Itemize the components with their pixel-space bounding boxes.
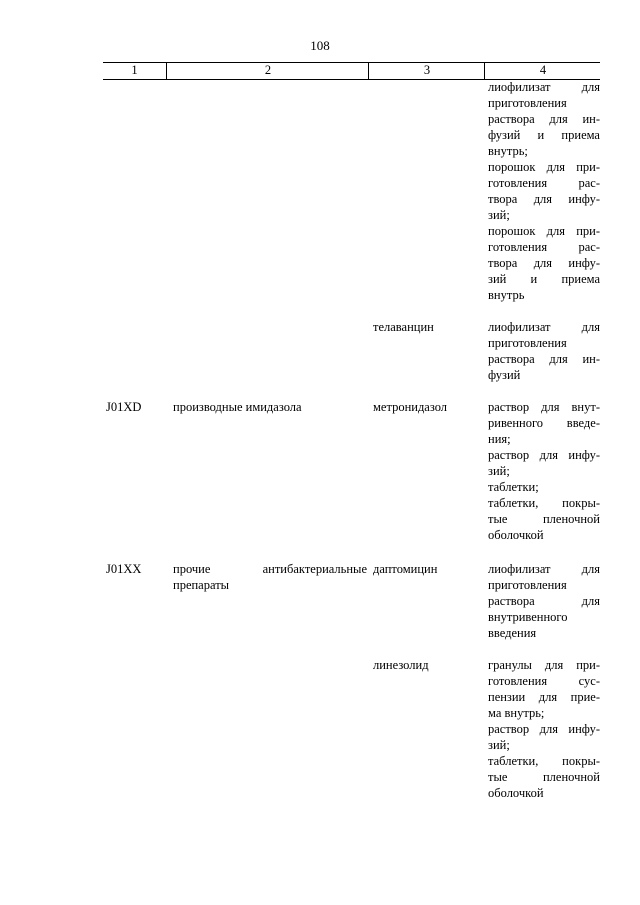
dosage-form-line: зий;: [488, 464, 510, 478]
dosage-forms: [488, 399, 600, 543]
dosage-form-line: внутривенного: [488, 610, 568, 624]
group-name: производные имидазола: [173, 400, 302, 414]
dosage-form-line: пензии для прие-: [488, 690, 600, 704]
header-col-3: 3: [368, 63, 485, 79]
dosage-form-line: порошок для при-: [488, 224, 600, 238]
dosage-form-line: оболочкой: [488, 786, 544, 800]
dosage-form-line: твора для инфу-: [488, 256, 600, 270]
atc-code: J01XD: [106, 400, 142, 414]
dosage-form-line: зий;: [488, 208, 510, 222]
dosage-form-line: фузий и приема: [488, 128, 600, 142]
dosage-form-line: тые пленочной: [488, 770, 600, 784]
header-col-1: 1: [131, 63, 138, 77]
inn-name: [373, 79, 483, 95]
dosage-form-line: таблетки, покры-: [488, 496, 600, 510]
dosage-form-line: раствор для инфу-: [488, 448, 600, 462]
dosage-form-line: зий и приема: [488, 272, 600, 286]
dosage-forms: [488, 319, 600, 383]
atc-code: [106, 657, 166, 673]
page-number: 108: [310, 38, 330, 53]
dosage-form-line: приготовления: [488, 336, 567, 350]
dosage-forms: [488, 561, 600, 641]
dosage-form-line: зий;: [488, 738, 510, 752]
atc-code: [106, 79, 166, 95]
dosage-form-line: ма внутрь;: [488, 706, 545, 720]
dosage-form-line: таблетки, покры-: [488, 754, 600, 768]
header-col-4: 4: [484, 63, 601, 79]
dosage-form-line: готовления рас-: [488, 240, 600, 254]
group-name-line: препараты: [173, 578, 230, 592]
group-name: [173, 561, 367, 593]
dosage-form-line: твора для инфу-: [488, 192, 600, 206]
dosage-form-line: раствор для внут-: [488, 400, 600, 414]
dosage-form-line: раствор для инфу-: [488, 722, 600, 736]
dosage-form-line: готовления сус-: [488, 674, 600, 688]
dosage-form-line: приготовления: [488, 96, 567, 110]
inn-name: даптомицин: [373, 562, 438, 576]
table-header: [103, 62, 600, 80]
dosage-form-line: внутрь;: [488, 144, 528, 158]
dosage-form-line: порошок для при-: [488, 160, 600, 174]
dosage-forms: [488, 657, 600, 801]
dosage-form-line: лиофилизат для: [488, 80, 600, 94]
dosage-form-line: ния;: [488, 432, 511, 446]
dosage-form-line: ривенного введе-: [488, 416, 600, 430]
dosage-forms: [488, 79, 600, 303]
dosage-form-line: раствора для: [488, 594, 600, 608]
dosage-form-line: введения: [488, 626, 537, 640]
dosage-form-line: тые пленочной: [488, 512, 600, 526]
dosage-form-line: гранулы для при-: [488, 658, 600, 672]
inn-name: телаванцин: [373, 320, 434, 334]
dosage-form-line: оболочкой: [488, 528, 544, 542]
inn-name: линезолид: [373, 658, 429, 672]
group-name-line: прочие антибактериальные: [173, 562, 367, 576]
dosage-form-line: готовления рас-: [488, 176, 600, 190]
inn-name: метронидазол: [373, 400, 448, 414]
dosage-form-line: таблетки;: [488, 480, 539, 494]
dosage-form-line: раствора для ин-: [488, 352, 600, 366]
dosage-form-line: лиофилизат для: [488, 562, 600, 576]
dosage-form-line: приготовления: [488, 578, 567, 592]
header-col-2: 2: [166, 63, 369, 79]
dosage-form-line: раствора для ин-: [488, 112, 600, 126]
dosage-form-line: фузий: [488, 368, 521, 382]
dosage-form-line: внутрь: [488, 288, 525, 302]
atc-code: [106, 319, 166, 335]
dosage-form-line: лиофилизат для: [488, 320, 600, 334]
atc-code: J01XX: [106, 562, 142, 576]
